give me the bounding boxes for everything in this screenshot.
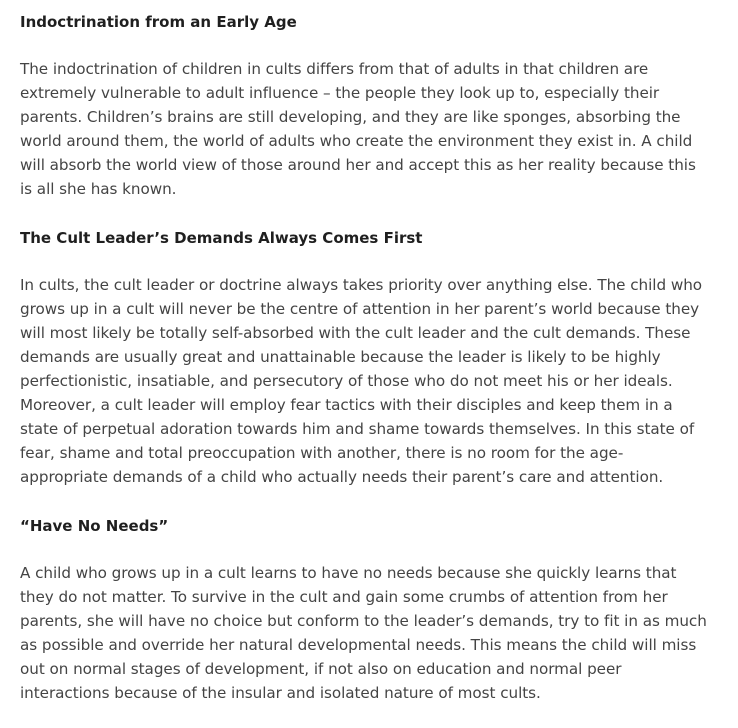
article-body — [20, 9, 710, 705]
section-paragraph-have-no-needs: A child who grows up in a cult learns to have no needs because she quickly learns that they do not matter. To survive in the cult and gain some crumbs of attention from her parents, she will have no choice but conform to the leader’s demands, try to fit in as much as possible and override her natural developmental needs. This means the child will miss out on normal stages of development, if not also on education and normal peer interactions because of the insular and isolated nature of most cults. — [20, 564, 707, 702]
spacer — [20, 251, 710, 273]
section-paragraph-indoctrination: The indoctrination of children in cults differs from that of adults in that children are extremely vulnerable to adult influence – the people they look up to, especially their parents. Children’s brains are still developing, and they are like sponges, absorbing the world around them, the world of adults who create the environment they exist in. A child will absorb the world view of those around her and accept this as her reality because this is all she has known. — [20, 60, 696, 198]
spacer — [20, 489, 710, 513]
section-heading-indoctrination: Indoctrination from an Early Age — [20, 13, 297, 31]
spacer — [20, 539, 710, 561]
spacer — [20, 35, 710, 57]
section-heading-have-no-needs: “Have No Needs” — [20, 517, 169, 535]
section-heading-cult-leader-demands: The Cult Leader’s Demands Always Comes First — [20, 229, 423, 247]
spacer — [20, 201, 710, 225]
section-paragraph-cult-leader-demands: In cults, the cult leader or doctrine always takes priority over anything else. The child who grows up in a cult will never be the centre of attention in her parent’s world because they will most likely be totally self-absorbed with the cult leader and the cult demands. These demands are usually great and unattainable because the leader is likely to be highly perfectionistic, insatiable, and persecutory of those who do not meet his or her ideals. Moreover, a cult leader will employ fear tactics with their disciples and keep them in a state of perpetual adoration towards him and shame towards themselves. In this state of fear, shame and total preoccupation with another, there is no room for the age-appropriate demands of a child who actually needs their parent’s care and attention. — [20, 276, 703, 486]
